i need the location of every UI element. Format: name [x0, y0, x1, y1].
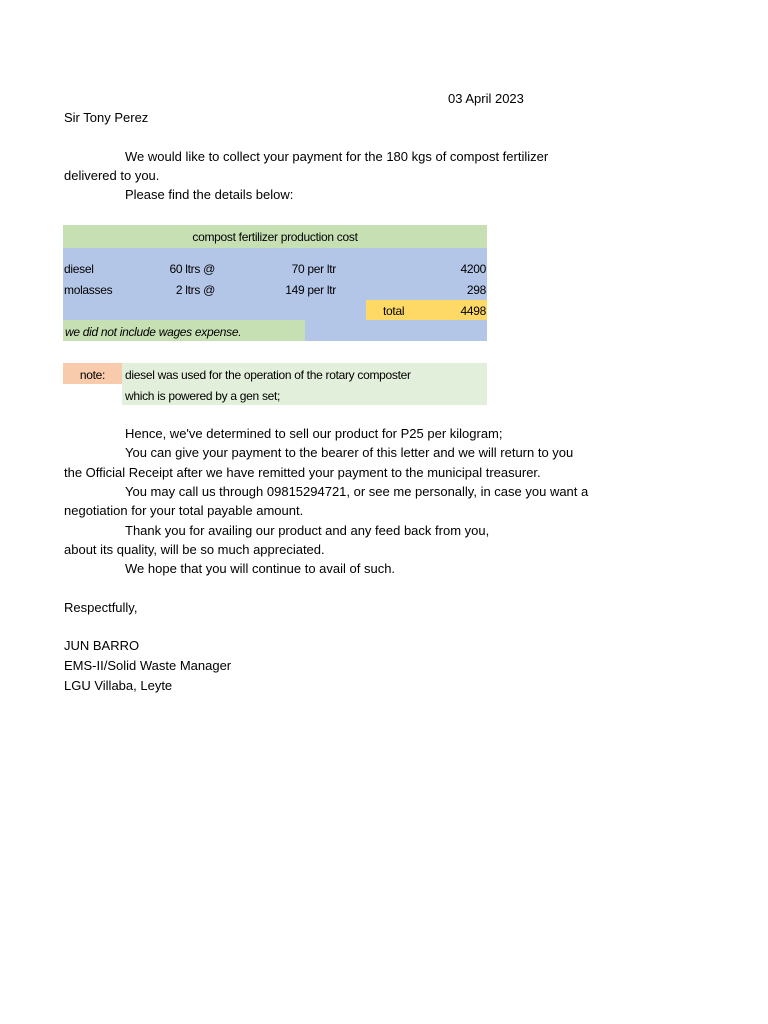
intro-line-3: Please find the details below: [125, 187, 294, 202]
body-paragraph-contact-1: You may call us through 09815294721, or see me personally, in case you want a [125, 484, 589, 499]
salutation: Sir Tony Perez [64, 110, 149, 125]
row-molasses-rate: 149 per ltr [285, 283, 336, 297]
body-paragraph-hope: We hope that you will continue to avail of such. [125, 561, 396, 576]
body-paragraph-receipt-2: the Official Receipt after we have remitted your payment to the municipal treasurer. [64, 465, 541, 480]
total-value: 4498 [460, 304, 486, 318]
letter-date: 03 April 2023 [448, 91, 524, 106]
closing: Respectfully, [64, 600, 138, 615]
cost-table-spacer [63, 300, 366, 320]
signatory-name: JUN BARRO [64, 638, 140, 653]
body-paragraph-thanks-1: Thank you for availing our product and any feed back from you, [125, 523, 490, 538]
cost-table-footer [305, 320, 487, 341]
cost-table-title: compost fertilizer production cost [192, 230, 358, 244]
body-paragraph-contact-2: negotiation for your total payable amount. [64, 503, 304, 518]
row-diesel-item: diesel [64, 262, 94, 276]
intro-line-2: delivered to you. [64, 168, 160, 183]
row-diesel-rate: 70 per ltr [291, 262, 336, 276]
signatory-office: LGU Villaba, Leyte [64, 678, 173, 693]
wages-note: we did not include wages expense. [65, 325, 242, 339]
body-paragraph-receipt-1: You can give your payment to the bearer of this letter and we will return to you [125, 445, 574, 460]
total-label: total [383, 304, 405, 318]
row-molasses-qty: 2 ltrs @ [175, 283, 215, 297]
intro-line-1: We would like to collect your payment for the 180 kgs of compost fertilizer [125, 149, 549, 164]
row-diesel-qty: 60 ltrs @ [169, 262, 215, 276]
note-line-1: diesel was used for the operation of the rotary composter [125, 368, 411, 382]
note-line-2: which is powered by a gen set; [125, 389, 281, 403]
row-molasses-amount: 298 [466, 283, 486, 297]
note-label: note: [79, 368, 106, 382]
signatory-title: EMS-II/Solid Waste Manager [64, 658, 232, 673]
row-diesel-amount: 4200 [460, 262, 486, 276]
body-paragraph-thanks-2: about its quality, will be so much appreciated. [64, 542, 325, 557]
body-paragraph-price: Hence, we've determined to sell our product for P25 per kilogram; [125, 426, 503, 441]
row-molasses-item: molasses [64, 283, 113, 297]
